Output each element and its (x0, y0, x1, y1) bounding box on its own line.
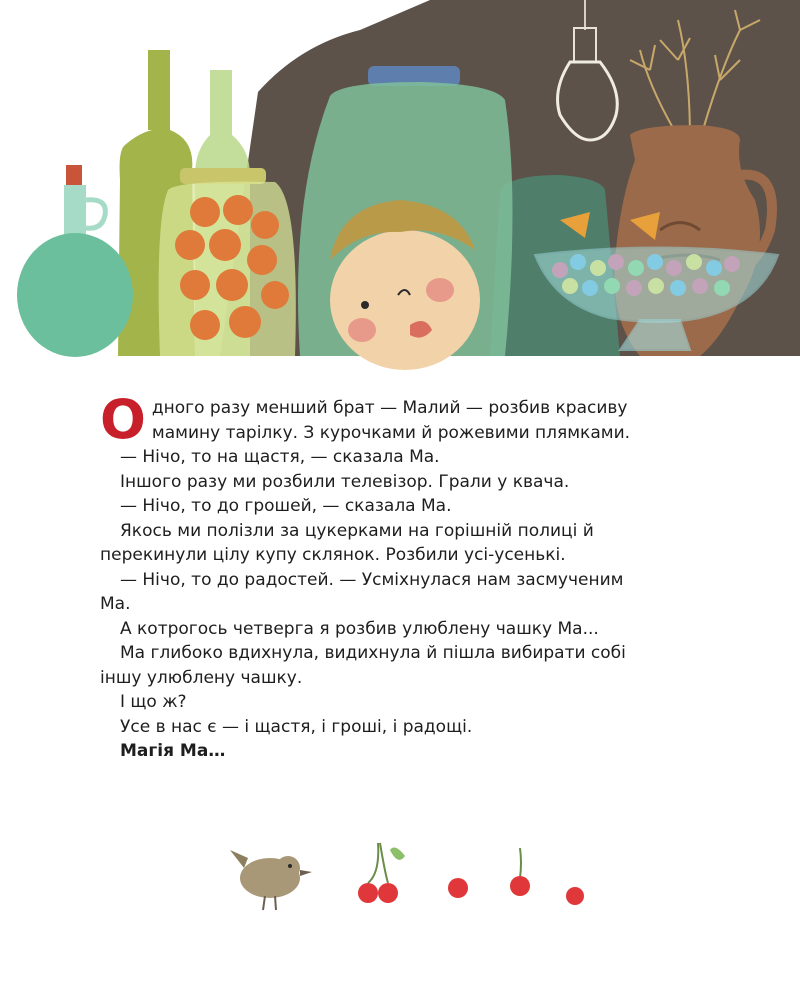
cherry-icon (448, 878, 468, 898)
cherry-icon (566, 887, 584, 905)
footer-decoration (230, 838, 610, 918)
story-text (100, 388, 640, 764)
paragraph: А котрогось четверга я розбив улюблену чашку Ма... (120, 618, 599, 639)
paragraph: — Нічо, то до радостей. — Усміхнулася нам засмученим Ма. (100, 569, 624, 614)
drop-cap: О (100, 388, 146, 451)
paragraph: — Нічо, то на щастя, — сказала Ма. (120, 447, 440, 467)
paragraph: Іншого разу ми розбили телевізор. Грали у квача. (120, 471, 570, 492)
kitchen-shelf-illustration (0, 0, 800, 370)
paragraph: — Нічо, то до грошей, — сказала Ма. (120, 496, 452, 516)
cherry-icon (510, 848, 530, 896)
bottle-icon (17, 165, 133, 357)
paragraph-text: дного разу менший брат — Малий — розбив красиву маминy тарілку. З курочками й рожевими плямками. (151, 398, 631, 443)
cherry-icon (358, 843, 405, 903)
closing-line: Магія Ма… (120, 741, 226, 761)
jar-icon (159, 168, 296, 356)
paragraph: І що ж? (120, 692, 187, 712)
child-face-icon (330, 200, 480, 370)
paragraph (100, 388, 640, 451)
paragraph: Усе в нас є — і щастя, і гроші, і радощі. (120, 716, 473, 737)
bird-icon (230, 850, 312, 910)
paragraph: Якось ми полізли за цукерками на горішній полиці й перекинули цілу купу склянок. Розбили усі-усенькі. (100, 520, 594, 565)
paragraph: Ма глибоко вдихнула, видихнула й пішла вибирати собі іншу улюблену чашку. (100, 643, 626, 688)
